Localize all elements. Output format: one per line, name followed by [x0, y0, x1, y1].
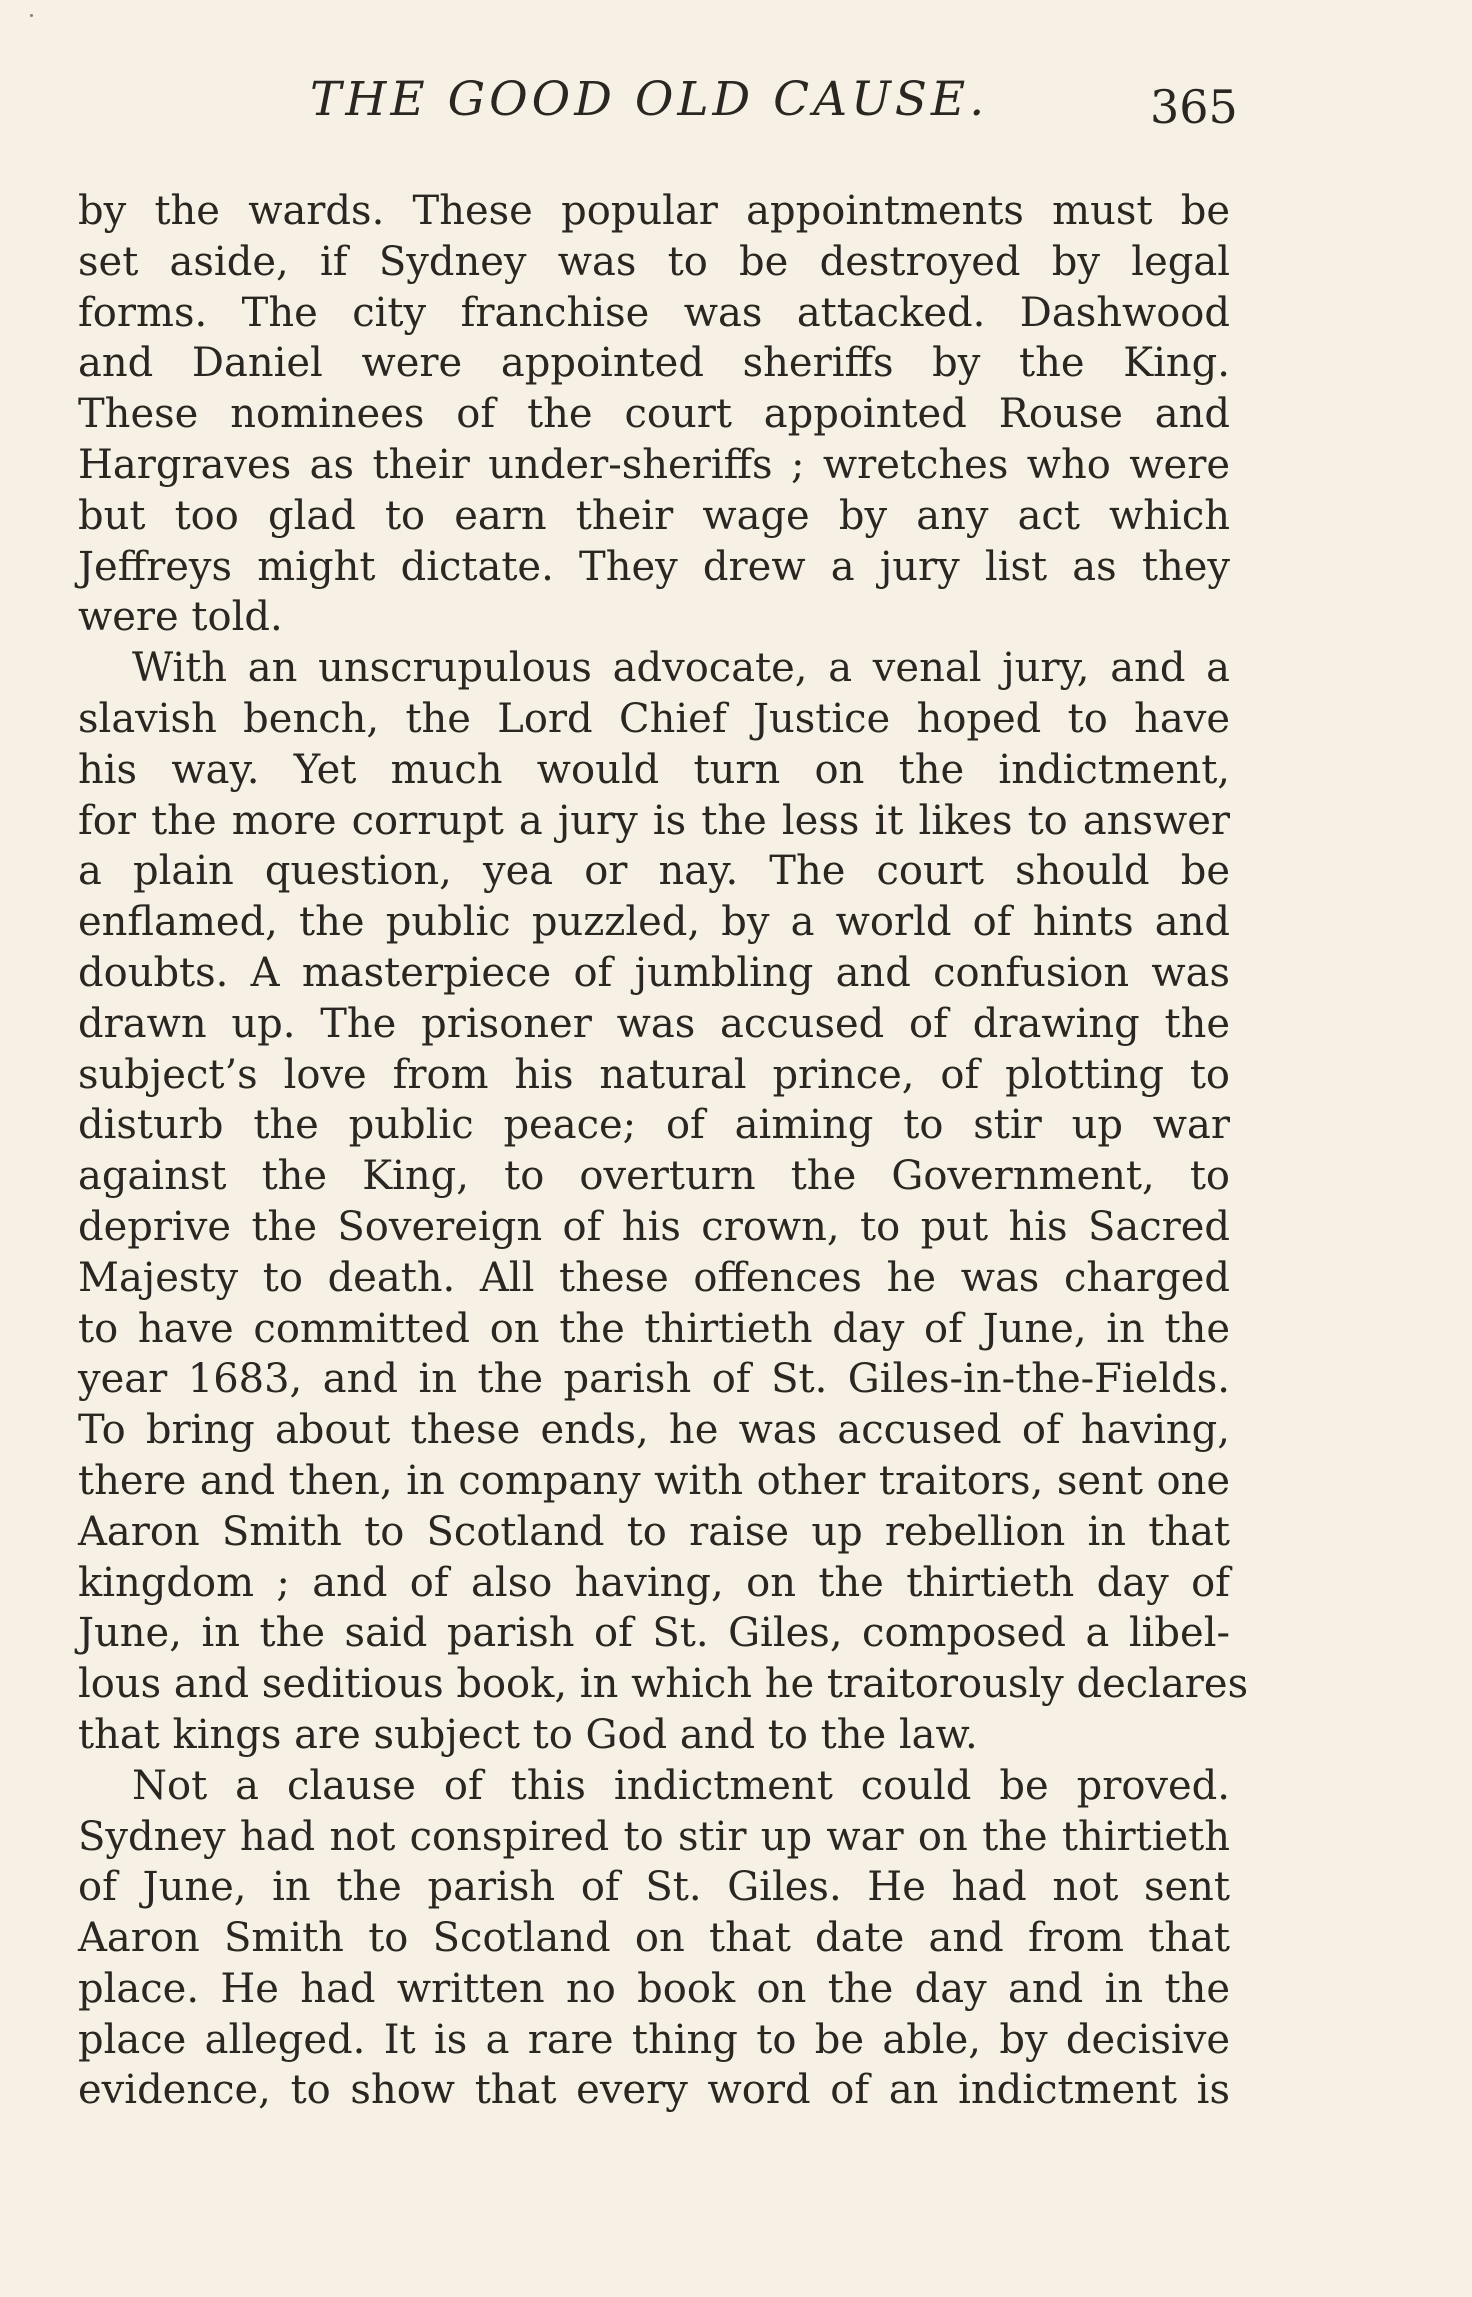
- text-line: place alleged. It is a rare thing to be able, by decisive: [78, 2016, 1230, 2063]
- text-line: Jeffreys might dictate. They drew a jury list as they: [78, 543, 1230, 590]
- text-line: a plain question, yea or nay. The court should be: [78, 848, 1230, 895]
- text-line: June, in the said parish of St. Giles, composed a libel-: [78, 1610, 1230, 1657]
- text-line: Majesty to death. All these offences he was charged: [78, 1254, 1230, 1301]
- text-line: for the more corrupt a jury is the less it likes to answer: [78, 797, 1230, 844]
- page-number: 365: [1150, 80, 1238, 134]
- text-line: Sydney had not conspired to stir up war on the thirtieth: [78, 1813, 1230, 1860]
- paragraph: [78, 643, 1249, 1761]
- text-line: against the King, to overturn the Government, to: [78, 1153, 1230, 1200]
- text-line: evidence, to show that every word of an indictment is: [78, 2067, 1230, 2114]
- text-line: his way. Yet much would turn on the indictment,: [78, 746, 1230, 793]
- text-line: of June, in the parish of St. Giles. He had not sent: [78, 1864, 1230, 1911]
- text-line: kingdom ; and of also having, on the thirtieth day of: [78, 1559, 1230, 1606]
- text-line: slavish bench, the Lord Chief Justice hoped to have: [78, 695, 1230, 742]
- text-line: These nominees of the court appointed Rouse and: [78, 391, 1230, 438]
- text-line: enflamed, the public puzzled, by a world of hints and: [78, 899, 1230, 946]
- text-line: by the wards. These popular appointments must be: [78, 188, 1230, 234]
- text-line: doubts. A masterpiece of jumbling and confusion was: [78, 949, 1230, 996]
- running-head: THE GOOD OLD CAUSE.: [310, 72, 989, 127]
- text-line: to have committed on the thirtieth day of June, in the: [78, 1305, 1230, 1352]
- text-line: With an unscrupulous advocate, a venal jury, and a: [132, 645, 1230, 692]
- text-line: disturb the public peace; of aiming to stir up war: [78, 1102, 1230, 1149]
- text-line: To bring about these ends, he was accused of having,: [78, 1407, 1230, 1454]
- text-line: deprive the Sovereign of his crown, to put his Sacred: [78, 1203, 1230, 1250]
- text-line: that kings are subject to God and to the law.: [78, 1711, 978, 1758]
- text-line: forms. The city franchise was attacked. Dashwood: [78, 289, 1230, 336]
- paragraph: [78, 186, 1230, 643]
- text-line: Hargraves as their under-sheriffs ; wretches who were: [78, 441, 1230, 488]
- page-speck: [30, 14, 33, 17]
- text-line: year 1683, and in the parish of St. Giles-in-the-Fields.: [78, 1356, 1230, 1403]
- paragraph: [78, 1761, 1230, 2117]
- text-line: were told.: [78, 594, 283, 641]
- text-line: and Daniel were appointed sheriffs by the King.: [78, 340, 1230, 387]
- text-line: place. He had written no book on the day and in the: [78, 1965, 1230, 2012]
- text-line: Not a clause of this indictment could be proved.: [132, 1762, 1230, 1809]
- text-line: subject’s love from his natural prince, of plotting to: [78, 1051, 1230, 1098]
- text-line: but too glad to earn their wage by any act which: [78, 492, 1230, 539]
- body-text: [78, 186, 1249, 2116]
- text-line: Aaron Smith to Scotland to raise up rebellion in that: [78, 1508, 1230, 1555]
- text-line: lous and seditious book, in which he traitorously declares: [78, 1661, 1249, 1708]
- text-line: drawn up. The prisoner was accused of drawing the: [78, 1000, 1230, 1047]
- text-line: set aside, if Sydney was to be destroyed by legal: [78, 238, 1230, 285]
- text-line: Aaron Smith to Scotland on that date and from that: [78, 1915, 1230, 1962]
- text-line: there and then, in company with other traitors, sent one: [78, 1457, 1230, 1504]
